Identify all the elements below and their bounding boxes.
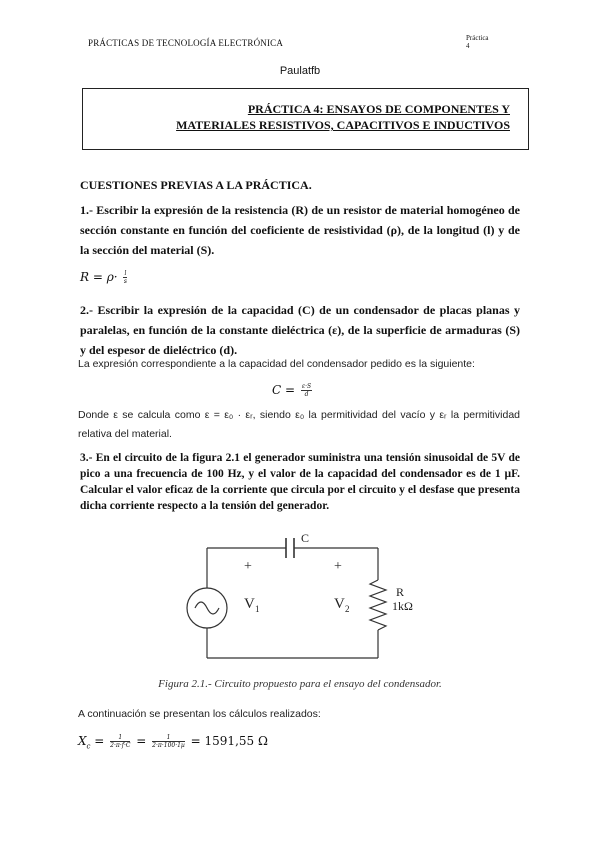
header-course-title: PRÁCTICAS DE TECNOLOGÍA ELECTRÓNICA: [88, 38, 284, 48]
practice-title: [176, 101, 510, 133]
equation-reactance: $X_c$ = $\frac{1}{2\cdot\pi\cdot f\cdot C}$ = $\frac{1}{\text{2·π·100·1µ}}$ = 1591,55 Ω: [78, 734, 268, 751]
v2-label: V: [334, 596, 345, 612]
eq-r-numerator: l: [124, 270, 127, 277]
v1-subscript: 1: [255, 604, 260, 614]
eq-c-numerator: ε·S: [301, 383, 312, 390]
eq-x-result: = 1591,55 Ω: [190, 734, 268, 748]
answer-2-intro: La expresión correspondiente a la capacidad del condensador pedido es la siguiente:: [78, 358, 475, 370]
title-line-2: MATERIALES RESISTIVOS, CAPACITIVOS E INDUCTIVOS: [176, 118, 510, 132]
equation-resistance: [80, 270, 129, 285]
resistor-symbol: [370, 580, 386, 630]
question-3: 3.- En el circuito de la figura 2.1 el generador suministra una tensión sinusoidal de 5V de pico a una frecuencia de 100 Hz, y el valor de la capacidad del condensador es de 1 µF. Calcular el valor eficaz de la corriente que circula por el circuito y el desfase que presenta dicha corriente respecto a la tensión del generador.: [80, 452, 520, 512]
header-practice-digit: 4: [466, 42, 470, 50]
eq-c-lhs: C =: [272, 383, 296, 397]
eq-x-fraction-2: [152, 734, 185, 749]
eq-x-denominator-1: 2·π·f·C: [110, 742, 131, 749]
plus-left: +: [244, 559, 252, 574]
eq-c-fraction: [301, 383, 312, 398]
question-1: 1.- Escribir la expresión de la resistencia (R) de un resistor de material homogéneo de sección constante en función del coeficiente de resistividad (ρ), de la longitud (l) y de la sección del material (S).: [80, 203, 520, 257]
calculation-intro: A continuación se presentan los cálculos realizados:: [78, 708, 321, 720]
eq-x-denominator-2: 2·π·100·1µ: [152, 742, 185, 749]
eq-c-denominator: d: [304, 391, 309, 398]
section-title: CUESTIONES PREVIAS A LA PRÁCTICA.: [80, 178, 312, 192]
header-practice-label: Práctica: [466, 34, 489, 42]
v2-subscript: 2: [345, 604, 350, 614]
circuit-diagram: [170, 530, 440, 670]
title-box: [82, 88, 529, 150]
eq-x-numerator-2: 1: [152, 734, 185, 742]
question-2: 2.- Escribir la expresión de la capacidad (C) de un condensador de placas planas y paralelas, en función de la constante dieléctrica (ε), de la superficie de armaduras (S) y del espesor de dieléctrico (d).: [80, 303, 520, 357]
plus-right: +: [334, 559, 342, 574]
figure-caption: Figura 2.1.- Circuito propuesto para el ensayo del condensador.: [158, 678, 442, 690]
title-line-1: PRÁCTICA 4: ENSAYOS DE COMPONENTES Y: [247, 102, 510, 116]
eq-x-numerator-1: 1: [110, 734, 130, 742]
eq-r-lhs: R =: [80, 270, 103, 284]
eq-r-fraction: [123, 270, 127, 285]
eq-x-lhs: X: [78, 734, 87, 748]
permittivity-explanation: Donde ε se calcula como ε = ε₀ · εᵣ, siendo ε₀ la permitividad del vacío y εᵣ la permitividad relativa del material.: [78, 409, 520, 440]
resistor-value: 1kΩ: [392, 599, 413, 613]
capacitor-label: C: [301, 531, 310, 545]
eq-x-fraction-1: [110, 734, 130, 749]
eq-x-subscript: c: [86, 742, 91, 751]
equation-capacitance: [272, 383, 314, 398]
eq-r-rho: ρ·: [106, 270, 118, 284]
resistor-label: R: [396, 585, 405, 599]
v1-label: V: [244, 596, 255, 612]
eq-r-denominator: s: [123, 278, 127, 285]
author-name: Paulatfb: [279, 65, 321, 77]
ac-sine-icon: [195, 602, 219, 614]
header-practice-number: [466, 34, 489, 50]
